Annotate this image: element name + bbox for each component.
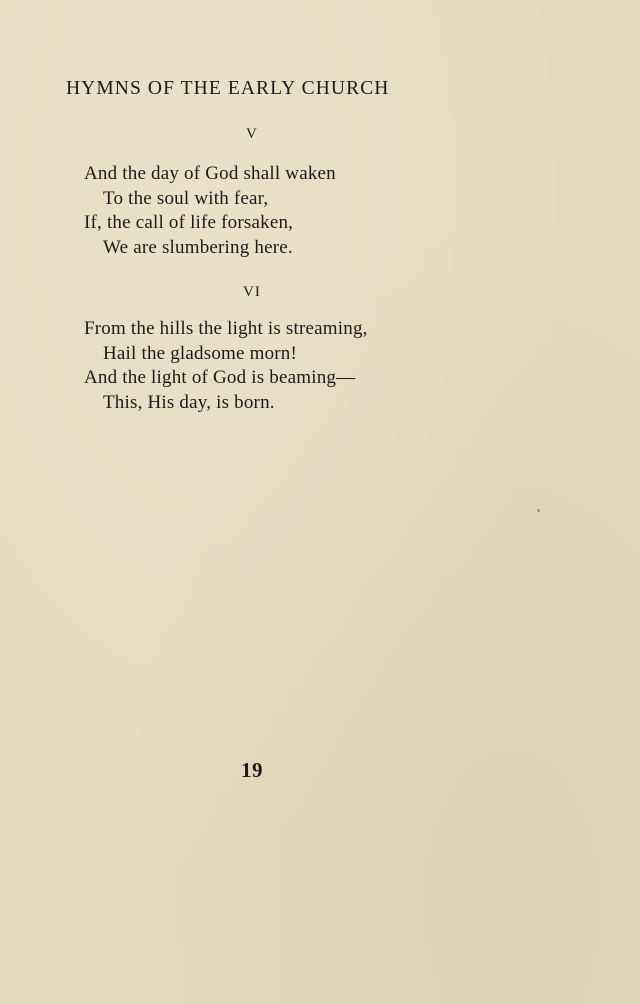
paper-speck [537, 509, 540, 512]
section-numeral-vi: VI [243, 284, 261, 300]
verse-line: Hail the gladsome morn! [103, 342, 298, 364]
section-numeral-v: V [246, 126, 258, 142]
stanza-vi [84, 317, 368, 415]
verse-line: And the light of God is beaming— [84, 367, 356, 388]
page-number: 19 [241, 758, 263, 782]
running-title: HYMNS OF THE EARLY CHURCH [66, 78, 390, 99]
verse-line: We are slumbering here. [103, 236, 293, 258]
stanza-v [84, 162, 336, 260]
verse-line: This, His day, is born. [103, 391, 275, 413]
verse-line: And the day of God shall waken [84, 163, 336, 184]
verse-line: If, the call of life forsaken, [84, 212, 294, 233]
verse-line: From the hills the light is streaming, [84, 318, 368, 339]
verse-line: To the soul with fear, [103, 187, 269, 209]
